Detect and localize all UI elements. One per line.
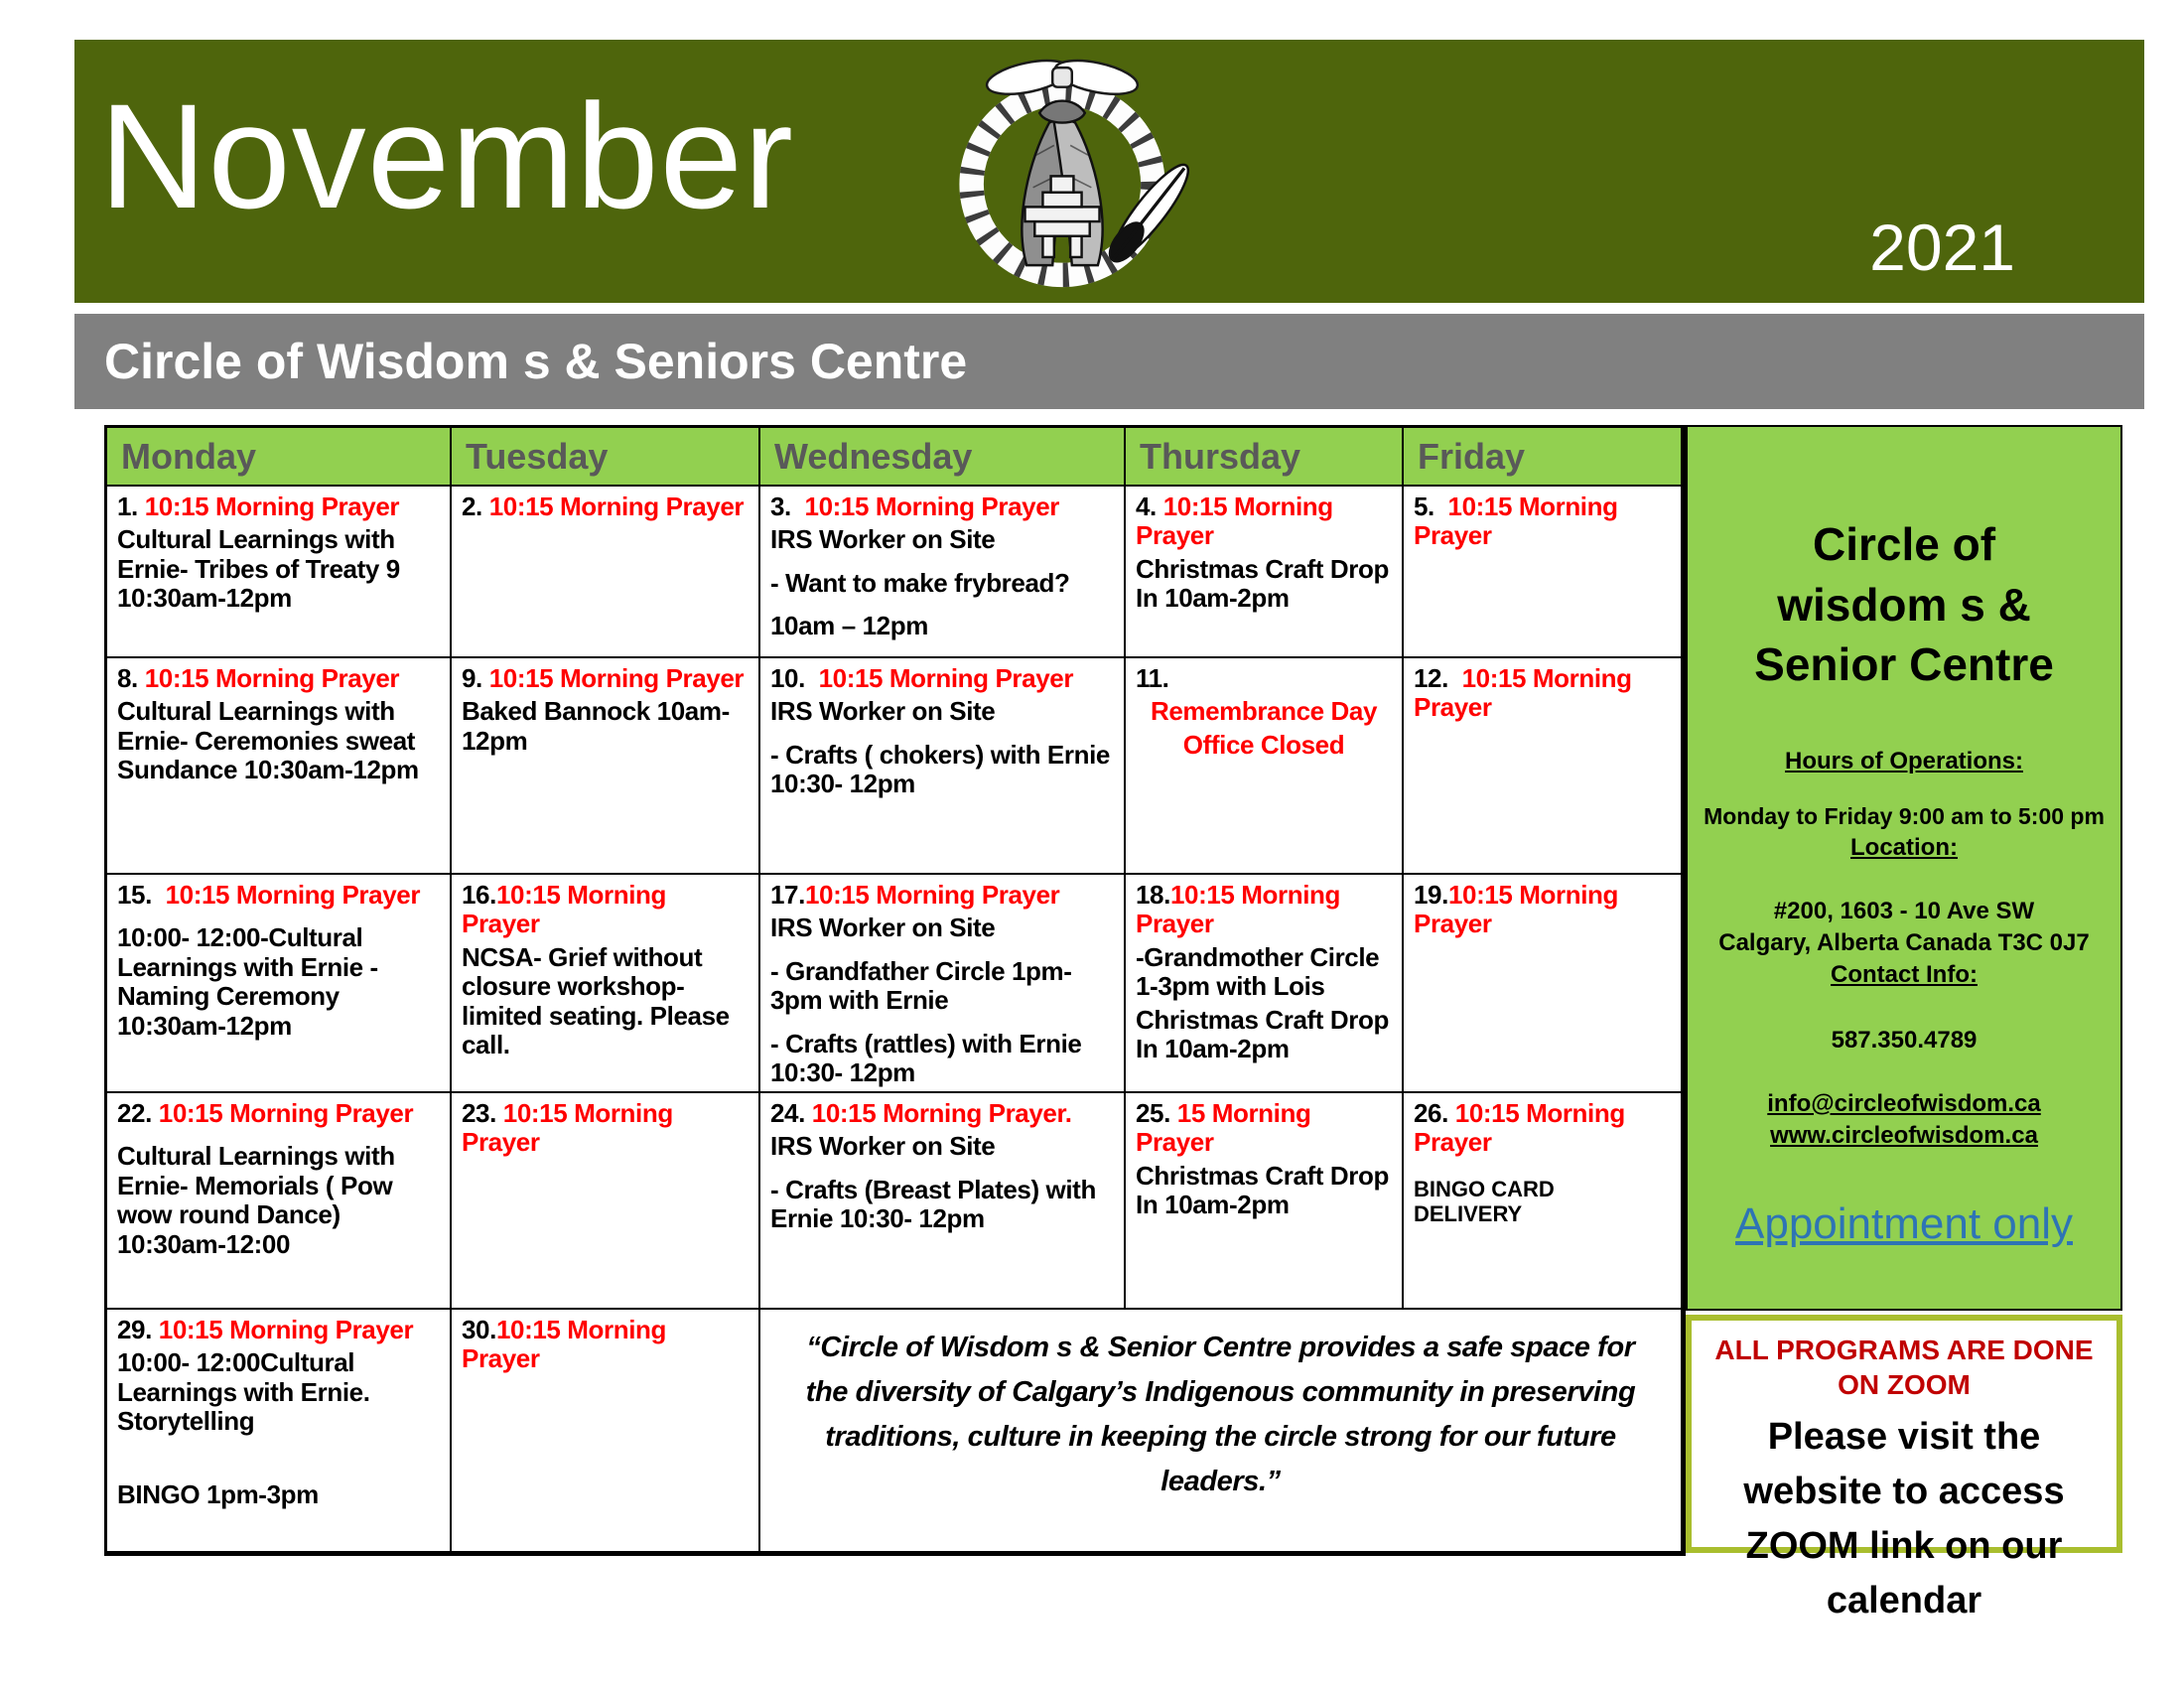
- address-line-1: #200, 1603 - 10 Ave SW: [1773, 897, 2035, 924]
- contact-heading: Contact Info:: [1831, 960, 1978, 988]
- event-title: 10:15 Morning Prayer: [1414, 1098, 1632, 1158]
- event-text: Cultural Learnings with Ernie- Ceremonies sweat Sundance 10:30am-12pm: [117, 696, 419, 785]
- zoom-notice-body: Please visit the website to access ZOOM link on our calendar: [1743, 1416, 2065, 1622]
- event-text: - Want to make frybread?: [770, 567, 1070, 598]
- event-text: Baked Bannock 10am-12pm: [462, 696, 730, 756]
- location-heading: Location:: [1850, 833, 1958, 861]
- day-number: 4.: [1136, 492, 1157, 521]
- calendar-cell: [1126, 487, 1404, 658]
- event-text: BINGO 1pm-3pm: [117, 1478, 319, 1509]
- event-title-line: [462, 492, 749, 521]
- calendar-cell: [107, 875, 452, 1093]
- day-number: 23.: [462, 1098, 496, 1128]
- day-header: Tuesday: [452, 428, 760, 487]
- event-title: 10:15 Morning Prayer: [1414, 880, 1625, 939]
- centre-logo: [898, 42, 1226, 301]
- event-title-line: [1414, 1099, 1671, 1158]
- day-number: 11.: [1136, 663, 1169, 693]
- phone-number: 587.350.4789: [1831, 1026, 1978, 1054]
- calendar-cell: [107, 658, 452, 875]
- calendar-table: [104, 425, 1686, 1556]
- event-text: BINGO CARD DELIVERY: [1414, 1176, 1555, 1226]
- event-title: 10:15 Morning Prayer: [462, 880, 673, 939]
- quote-cell: [760, 1310, 1683, 1553]
- event-text: Christmas Craft Drop In 10am-2pm: [1136, 553, 1389, 614]
- event-title-line: [770, 664, 1114, 693]
- event-title: 15 Morning Prayer: [1136, 1098, 1318, 1158]
- event-title-line: [117, 1316, 440, 1344]
- day-number: 30.: [462, 1315, 496, 1344]
- calendar-cell: [107, 487, 452, 658]
- event-text: IRS Worker on Site: [770, 524, 996, 555]
- month-title: November: [99, 72, 794, 239]
- event-title-line: [462, 1099, 749, 1158]
- event-title-line: [1414, 881, 1671, 939]
- calendar-cell: [760, 658, 1126, 875]
- day-header: Monday: [107, 428, 452, 487]
- event-title: 10:15 Morning Prayer: [1136, 492, 1340, 551]
- address-line-2: Calgary, Alberta Canada T3C 0J7: [1718, 928, 2090, 956]
- event-title: 10:15 Morning Prayer: [790, 492, 1059, 521]
- calendar-cell: [452, 658, 760, 875]
- day-header: Friday: [1404, 428, 1683, 487]
- event-text: 10am – 12pm: [770, 611, 928, 641]
- event-title: 10:15 Morning Prayer: [804, 880, 1060, 910]
- day-number: 5.: [1414, 492, 1434, 521]
- event-title: 10:15 Morning Prayer: [1414, 492, 1625, 551]
- day-number: 17.: [770, 880, 805, 910]
- sidebar-title-line: wisdom s &: [1777, 578, 2031, 631]
- event-title-line: [770, 881, 1114, 910]
- day-number: 19.: [1414, 880, 1448, 910]
- event-text: - Crafts ( chokers) with Ernie 10:30- 12pm: [770, 739, 1110, 799]
- event-title-line: [770, 492, 1114, 521]
- calendar-cell: [1404, 1093, 1683, 1310]
- day-number: 26.: [1414, 1098, 1448, 1128]
- event-title: 10:15 Morning Prayer: [481, 492, 745, 521]
- event-text: Christmas Craft Drop In 10am-2pm: [1136, 1004, 1389, 1063]
- day-number: 29.: [117, 1315, 152, 1344]
- event-title-line: [462, 1316, 749, 1374]
- day-number: 15.: [117, 880, 152, 910]
- day-header: Wednesday: [760, 428, 1126, 487]
- event-text: IRS Worker on Site: [770, 913, 996, 943]
- day-number: 12.: [1414, 663, 1448, 693]
- calendar-cell: [760, 487, 1126, 658]
- event-title-line: [1136, 881, 1392, 939]
- event-text: IRS Worker on Site: [770, 1131, 996, 1162]
- event-title: 10:15 Morning Prayer: [151, 1098, 414, 1128]
- event-title-line: [117, 664, 440, 693]
- event-text: IRS Worker on Site: [770, 696, 996, 727]
- event-title: 10:15 Morning Prayer: [151, 880, 421, 910]
- day-number: 24.: [770, 1098, 805, 1128]
- page-title: Circle of Wisdom s & Seniors Centre: [104, 334, 968, 389]
- calendar-cell: [1404, 487, 1683, 658]
- day-number: 16.: [462, 880, 496, 910]
- event-title: 10:15 Morning Prayer: [1414, 663, 1639, 723]
- event-text: Office Closed: [1182, 729, 1345, 760]
- event-title-line: [1414, 664, 1671, 723]
- event-text: -Grandmother Circle 1-3pm with Lois: [1136, 941, 1380, 1002]
- calendar-cell: [107, 1310, 452, 1553]
- day-number: 3.: [770, 492, 791, 521]
- hours-heading: Hours of Operations:: [1784, 748, 2023, 775]
- event-title-line: [770, 1099, 1114, 1128]
- year-label: 2021: [1869, 211, 2015, 284]
- sidebar-title-line: Circle of: [1812, 518, 1996, 570]
- event-text: 10:00- 12:00-Cultural Learnings with Ernie - Naming Ceremony 10:30am-12pm: [117, 922, 378, 1041]
- calendar-cell: [452, 875, 760, 1093]
- event-text: NCSA- Grief without closure workshop- limited seating. Please call.: [462, 941, 730, 1059]
- sidebar: [1686, 425, 2122, 1311]
- event-title: 10:15 Morning Prayer: [1136, 880, 1347, 939]
- calendar-cell: [107, 1093, 452, 1310]
- event-title-line: [117, 881, 440, 910]
- calendar-cell: [452, 1310, 760, 1553]
- website-link[interactable]: www.circleofwisdom.ca: [1770, 1121, 2038, 1149]
- calendar-cell: [1126, 875, 1404, 1093]
- sidebar-info: [1688, 747, 2120, 1251]
- calendar-cell: [760, 875, 1126, 1093]
- event-title-line: [117, 1099, 440, 1128]
- event-title-line: [117, 492, 440, 521]
- day-number: 22.: [117, 1098, 152, 1128]
- event-title: 10:15 Morning Prayer: [804, 663, 1074, 693]
- day-number: 9.: [462, 663, 482, 693]
- sidebar-title-line: Senior Centre: [1754, 638, 2054, 691]
- appointment-only-link[interactable]: Appointment only: [1735, 1198, 2073, 1248]
- day-number: 18.: [1136, 880, 1170, 910]
- event-title: 10:15 Morning Prayer: [137, 663, 400, 693]
- event-title: 10:15 Morning Prayer: [462, 1098, 680, 1158]
- event-text: Cultural Learnings with Ernie- Tribes of Treaty 9 10:30am-12pm: [117, 524, 400, 614]
- event-title-line: [1136, 664, 1392, 693]
- email-link[interactable]: info@circleofwisdom.ca: [1767, 1089, 2041, 1117]
- hours-text: Monday to Friday 9:00 am to 5:00 pm: [1704, 803, 2105, 830]
- event-text: 10:00- 12:00Cultural Learnings with Ernie. Storytelling: [117, 1347, 370, 1437]
- day-header: Thursday: [1126, 428, 1404, 487]
- calendar-cell: [1404, 658, 1683, 875]
- quote-text: “Circle of Wisdom s & Senior Centre provides a safe space for the diversity of Calgary’s Indigenous community in preserving traditions, culture in keeping the circle strong for our future leaders.”: [805, 1332, 1636, 1497]
- title-bar: [74, 314, 2144, 409]
- day-number: 25.: [1136, 1098, 1170, 1128]
- day-number: 10.: [770, 663, 805, 693]
- event-title-line: [1136, 1099, 1392, 1158]
- sidebar-title: [1688, 514, 2120, 695]
- calendar-cell: [1404, 875, 1683, 1093]
- event-title: 10:15 Morning Prayer.: [804, 1098, 1072, 1128]
- event-title-line: [1414, 492, 1671, 551]
- calendar-cell: [452, 1093, 760, 1310]
- zoom-notice-box: [1686, 1315, 2122, 1622]
- event-title: 10:15 Morning Prayer: [151, 1315, 414, 1344]
- event-title: 10:15 Morning Prayer: [481, 663, 745, 693]
- event-title-line: [462, 664, 749, 693]
- banner: [74, 40, 2144, 303]
- calendar-cell: [1126, 658, 1404, 875]
- event-text: - Crafts (rattles) with Ernie 10:30- 12pm: [770, 1028, 1082, 1087]
- event-title: 10:15 Morning Prayer: [137, 492, 400, 521]
- event-title-line: [462, 881, 749, 939]
- event-title-line: [1136, 492, 1392, 551]
- zoom-notice-title: ALL PROGRAMS ARE DONE ON ZOOM: [1714, 1335, 2094, 1400]
- event-text: - Crafts (Breast Plates) with Ernie 10:30- 12pm: [770, 1174, 1096, 1234]
- calendar-cell: [452, 487, 760, 658]
- calendar-cell: [760, 1093, 1126, 1310]
- day-number: 8.: [117, 663, 138, 693]
- calendar-cell: [1126, 1093, 1404, 1310]
- event-text: Remembrance Day: [1150, 696, 1378, 727]
- day-number: 2.: [462, 492, 482, 521]
- event-text: - Grandfather Circle 1pm-3pm with Ernie: [770, 955, 1072, 1016]
- event-title: 10:15 Morning Prayer: [462, 1315, 673, 1374]
- event-text: Christmas Craft Drop In 10am-2pm: [1136, 1160, 1389, 1220]
- event-text: Cultural Learnings with Ernie- Memorials ( Pow wow round Dance) 10:30am-12:00: [117, 1141, 395, 1259]
- day-number: 1.: [117, 492, 138, 521]
